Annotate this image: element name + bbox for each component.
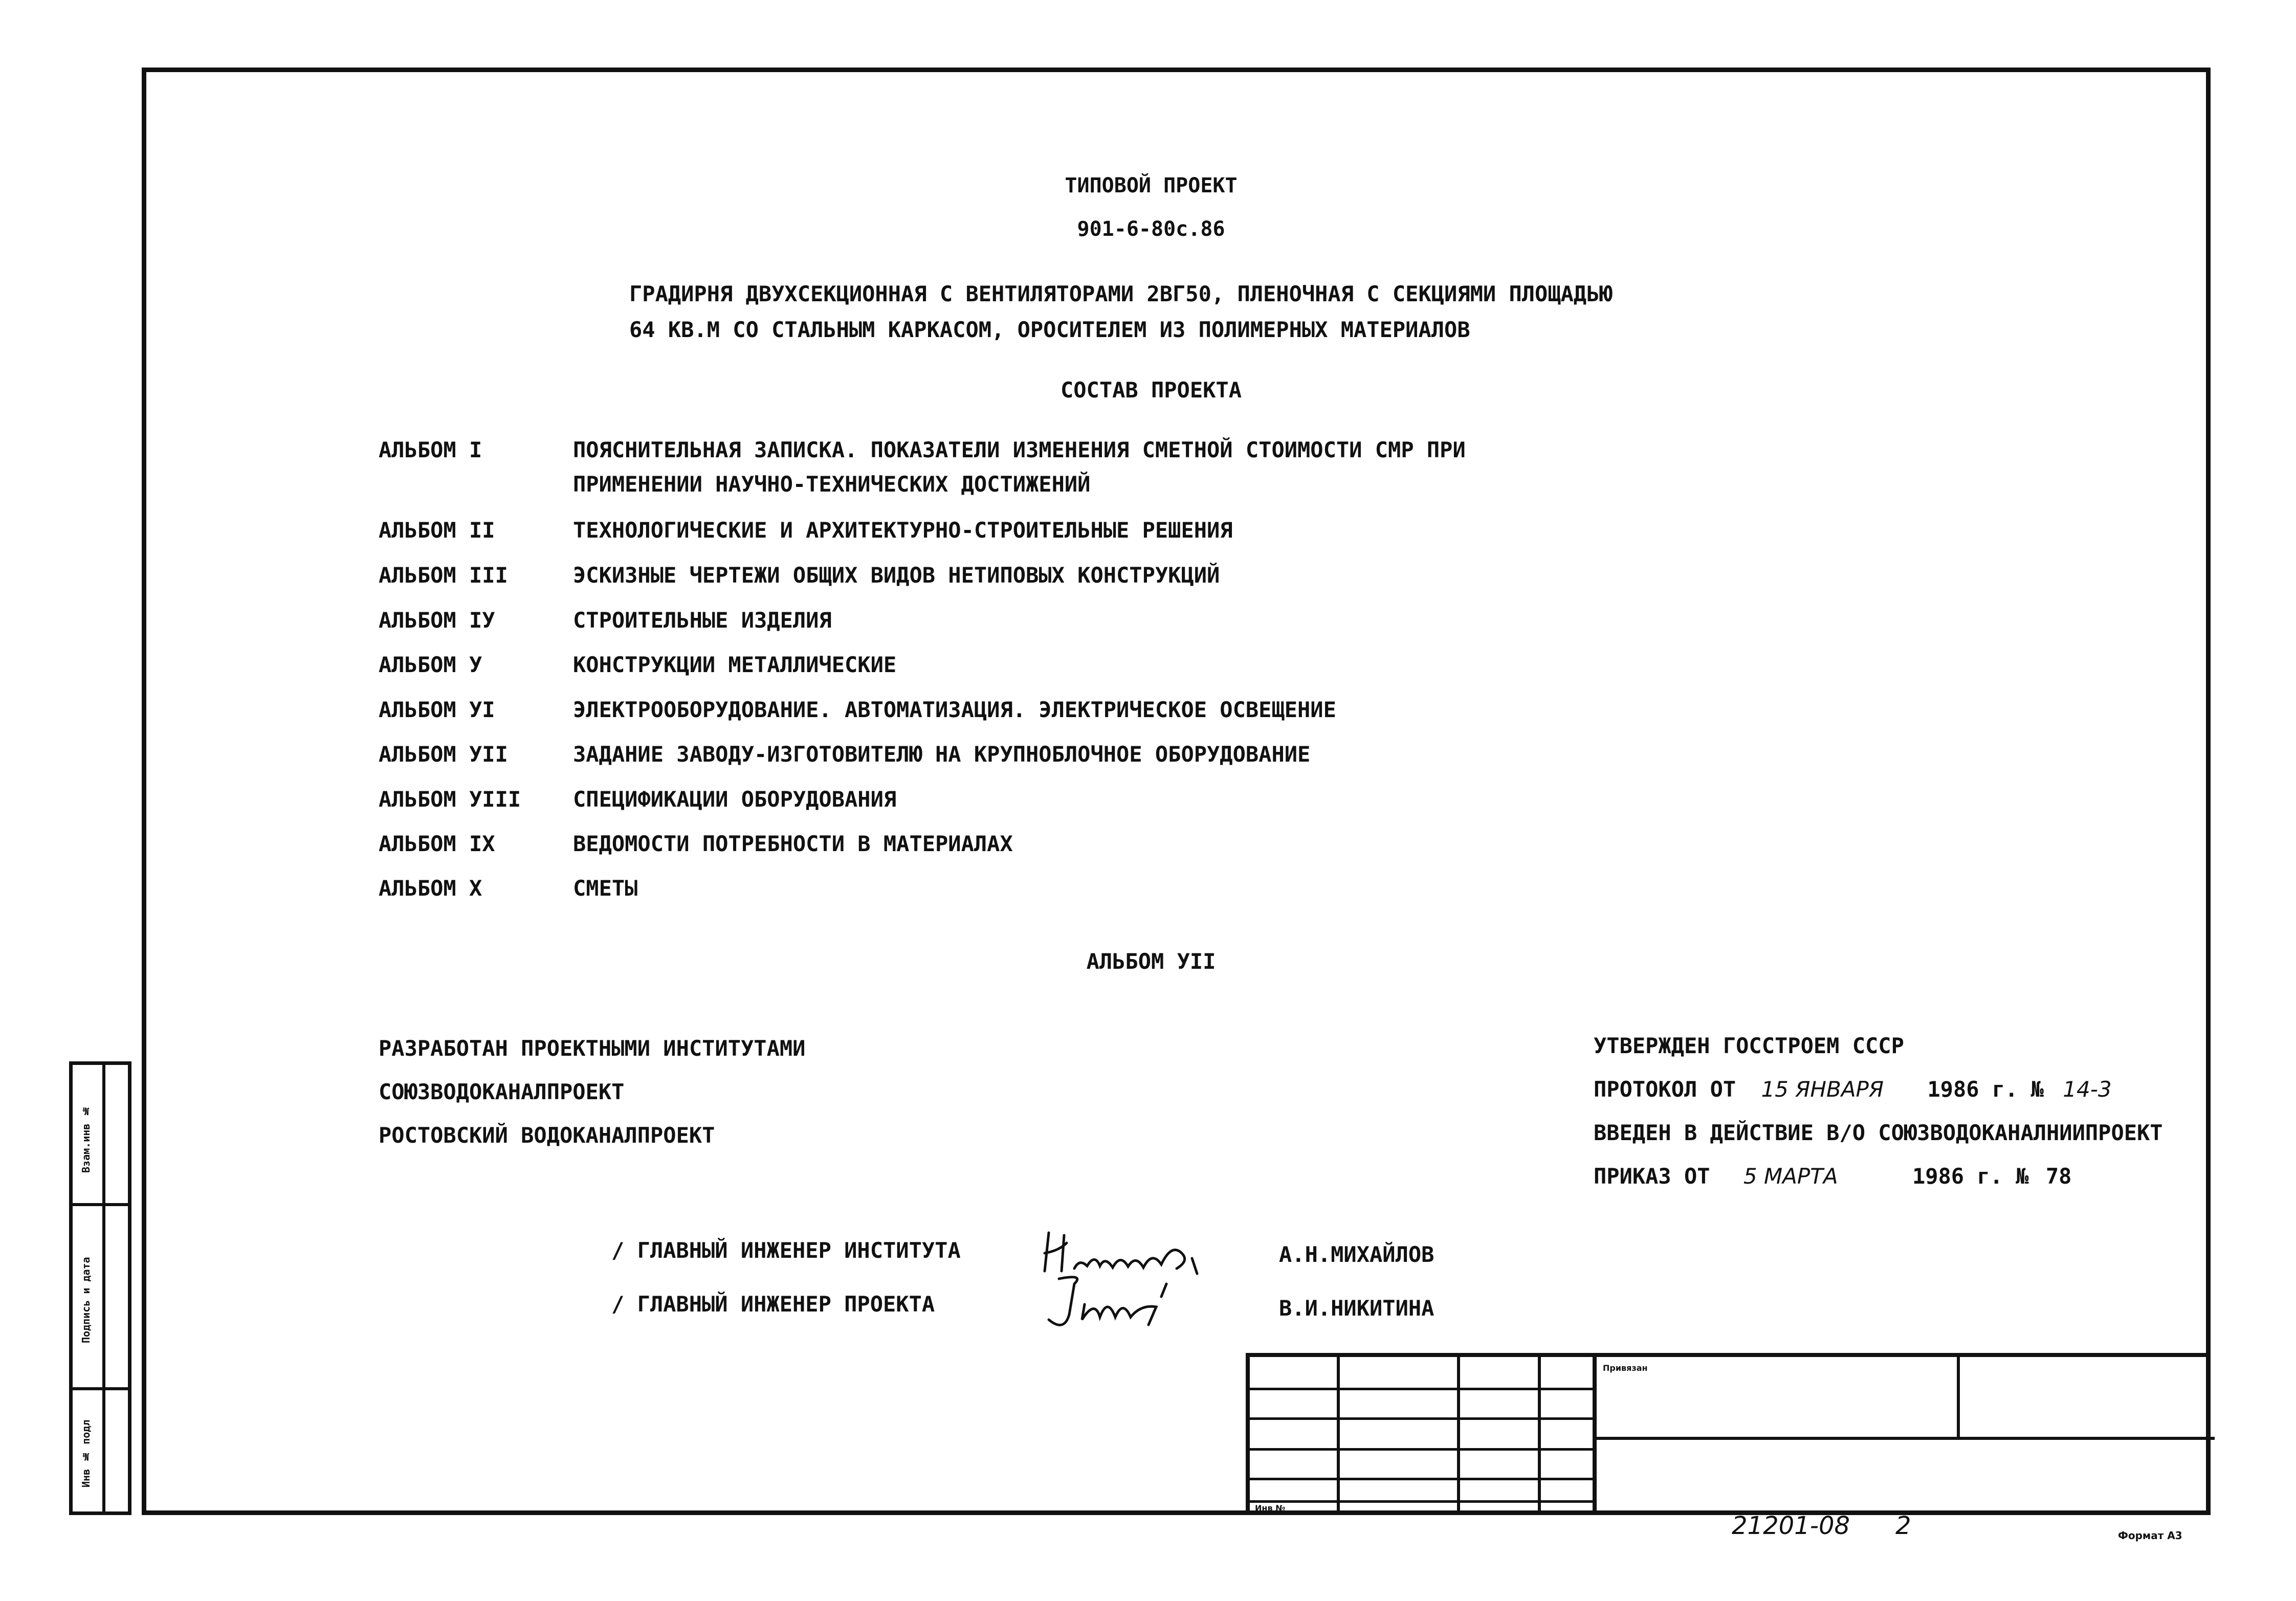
document-number: 21201-08 xyxy=(1732,1511,1850,1540)
stamp-row-line xyxy=(1250,1478,1593,1480)
composition-title: СОСТАВ ПРОЕКТА xyxy=(1060,377,1242,403)
stamp-copied-label: Привязан xyxy=(1603,1363,1648,1373)
stamp-row-line xyxy=(1250,1448,1593,1451)
project-description-line-2: 64 КВ.М СО СТАЛЬНЫМ КАРКАСОМ, ОРОСИТЕЛЕМ ИЗ ПОЛИМЕРНЫХ МАТЕРИАЛОВ xyxy=(629,317,1470,342)
current-album-label: АЛЬБОМ УII xyxy=(1086,949,1216,974)
stamp-column-line xyxy=(1337,1357,1340,1515)
stamp-row-line xyxy=(1250,1500,1593,1503)
developer-institute: РОСТОВСКИЙ ВОДОКАНАЛПРОЕКТ xyxy=(379,1123,715,1148)
stamp-column-line xyxy=(1538,1357,1541,1515)
title-block xyxy=(1246,1353,2211,1515)
album-label: АЛЬБОМ IУ xyxy=(379,608,495,633)
developers-heading: РАЗРАБОТАН ПРОЕКТНЫМИ ИНСТИТУТАМИ xyxy=(379,1036,806,1061)
album-label: АЛЬБОМ III xyxy=(379,563,508,588)
approval-protocol xyxy=(1594,1077,2112,1102)
album-description: ВЕДОМОСТИ ПОТРЕБНОСТИ В МАТЕРИАЛАХ xyxy=(573,831,1013,856)
album-description: ТЕХНОЛОГИЧЕСКИЕ И АРХИТЕКТУРНО-СТРОИТЕЛЬНЫЕ РЕШЕНИЯ xyxy=(573,518,1233,543)
stamp-column-line xyxy=(1593,1357,1597,1515)
album-label: АЛЬБОМ II xyxy=(379,518,495,543)
order-date: 5 МАРТА xyxy=(1743,1164,1838,1189)
album-label: АЛЬБОМ У xyxy=(379,652,482,677)
album-description: ПРИМЕНЕНИИ НАУЧНО-ТЕХНИЧЕСКИХ ДОСТИЖЕНИЙ xyxy=(573,472,1091,497)
signature-name: А.Н.МИХАЙЛОВ xyxy=(1279,1242,1434,1267)
sheet-format: Формат А3 xyxy=(2118,1529,2182,1542)
signature-name: В.И.НИКИТИНА xyxy=(1279,1296,1434,1321)
protocol-date: 15 ЯНВАРЯ xyxy=(1761,1077,1884,1102)
side-strip-line xyxy=(73,1387,128,1390)
album-description: СТРОИТЕЛЬНЫЕ ИЗДЕЛИЯ xyxy=(573,608,832,633)
project-description-line-1: ГРАДИРНЯ ДВУХСЕКЦИОННАЯ С ВЕНТИЛЯТОРАМИ 2ВГ50, ПЛЕНОЧНАЯ С СЕКЦИЯМИ ПЛОЩАДЬЮ xyxy=(629,281,1613,306)
side-strip-divider xyxy=(102,1065,105,1511)
album-label: АЛЬБОМ УI xyxy=(379,697,495,722)
signature-role: / ГЛАВНЫЙ ИНЖЕНЕР ИНСТИТУТА xyxy=(611,1238,961,1263)
project-code: 901-6-80с.86 xyxy=(1077,217,1225,241)
field-replacement-inv: Взам.инв № xyxy=(80,1105,92,1173)
side-strip xyxy=(69,1061,131,1515)
project-type-title: ТИПОВОЙ ПРОЕКТ xyxy=(1065,174,1238,197)
order-year: 1986 г. № xyxy=(1912,1164,2029,1189)
album-description: СМЕТЫ xyxy=(573,876,638,901)
sheet-number: 2 xyxy=(1895,1511,1911,1540)
order-number: 78 xyxy=(2045,1164,2072,1189)
album-label: АЛЬБОМ X xyxy=(379,876,482,901)
stamp-row-line xyxy=(1250,1388,1593,1390)
album-label: АЛЬБОМ I xyxy=(379,437,482,462)
approval-line: ВВЕДЕН В ДЕЙСТВИЕ В/О СОЮЗВОДОКАНАЛНИИПРОЕКТ xyxy=(1594,1120,2163,1145)
signature-role: / ГЛАВНЫЙ ИНЖЕНЕР ПРОЕКТА xyxy=(611,1292,935,1317)
stamp-row-line xyxy=(1250,1417,1593,1420)
album-description: ЭСКИЗНЫЕ ЧЕРТЕЖИ ОБЩИХ ВИДОВ НЕТИПОВЫХ КОНСТРУКЦИЙ xyxy=(573,563,1220,588)
album-description: СПЕЦИФИКАЦИИ ОБОРУДОВАНИЯ xyxy=(573,787,897,812)
field-signature-date: Подпись и дата xyxy=(80,1257,92,1344)
stamp-column-line xyxy=(1457,1357,1460,1515)
protocol-number: 14-3 xyxy=(2063,1077,2112,1102)
approval-line: УТВЕРЖДЕН ГОССТРОЕМ СССР xyxy=(1594,1033,1904,1058)
album-description: ЭЛЕКТРООБОРУДОВАНИЕ. АВТОМАТИЗАЦИЯ. ЭЛЕКТРИЧЕСКОЕ ОСВЕЩЕНИЕ xyxy=(573,697,1336,722)
protocol-prefix: ПРОТОКОЛ ОТ xyxy=(1594,1077,1736,1102)
album-label: АЛЬБОМ УII xyxy=(379,742,508,767)
album-description: КОНСТРУКЦИИ МЕТАЛЛИЧЕСКИЕ xyxy=(573,652,897,677)
album-label: АЛЬБОМ IX xyxy=(379,831,495,856)
stamp-row-line xyxy=(1593,1437,2215,1440)
handwritten-signature xyxy=(1039,1269,1192,1335)
developer-institute: СОЮЗВОДОКАНАЛПРОЕКТ xyxy=(379,1079,625,1104)
stamp-inv-label: Инв № xyxy=(1255,1503,1286,1513)
order-prefix: ПРИКАЗ ОТ xyxy=(1594,1164,1710,1189)
album-description: ПОЯСНИТЕЛЬНАЯ ЗАПИСКА. ПОКАЗАТЕЛИ ИЗМЕНЕНИЯ СМЕТНОЙ СТОИМОСТИ СМР ПРИ xyxy=(573,437,1466,462)
album-label: АЛЬБОМ УIII xyxy=(379,787,521,812)
stamp-column-line xyxy=(1957,1357,1960,1439)
field-original-inv: Инв № подл xyxy=(80,1419,92,1488)
approval-order xyxy=(1594,1164,2071,1189)
album-description: ЗАДАНИЕ ЗАВОДУ-ИЗГОТОВИТЕЛЮ НА КРУПНОБЛОЧНОЕ ОБОРУДОВАНИЕ xyxy=(573,742,1311,767)
side-strip-line xyxy=(73,1203,128,1206)
protocol-year: 1986 г. № xyxy=(1927,1077,2044,1102)
